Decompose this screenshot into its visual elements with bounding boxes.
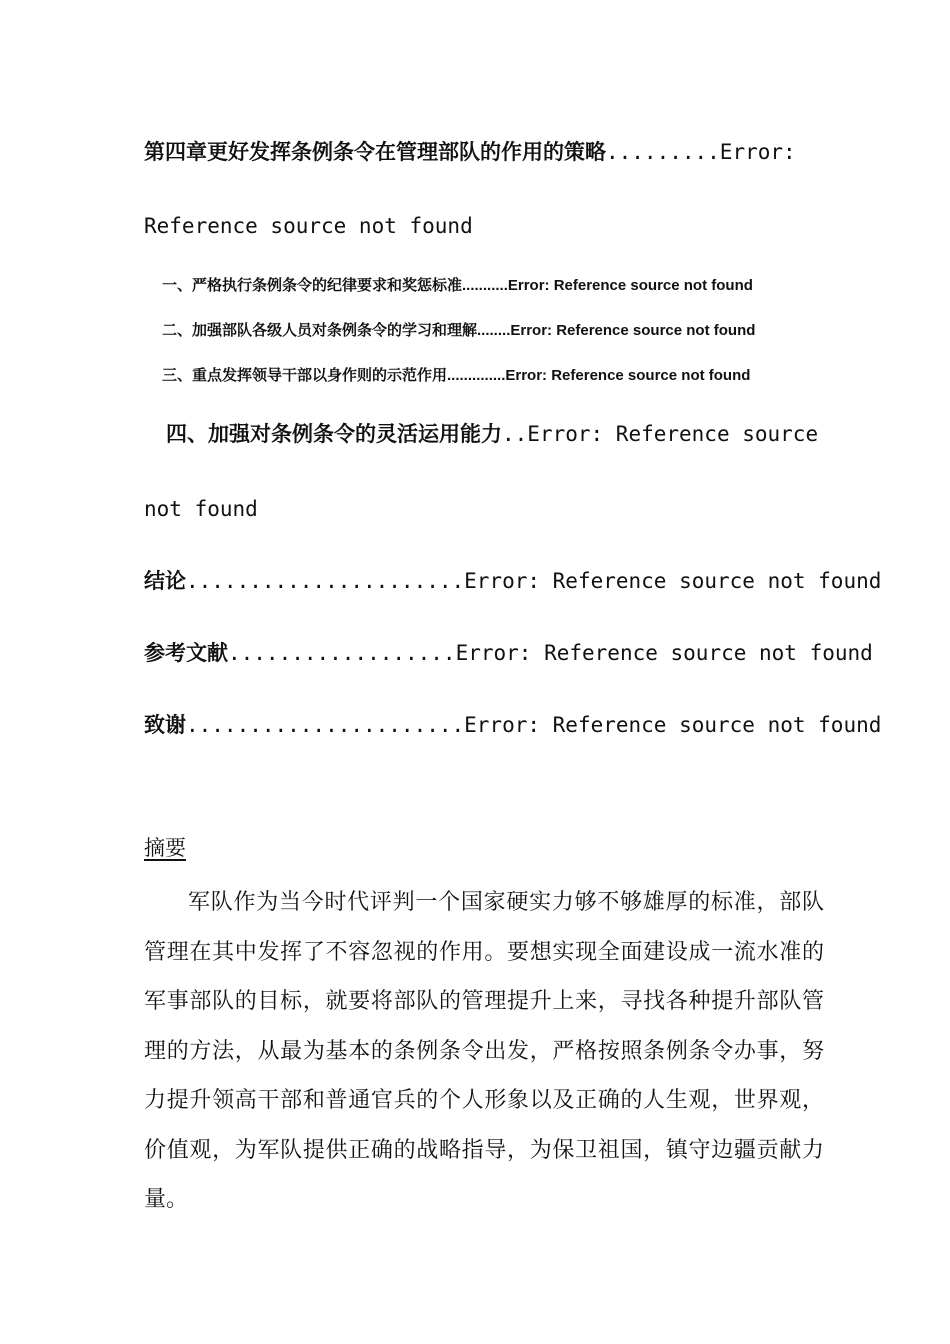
toc-chapter4-title: 第四章更好发挥条例条令在管理部队的作用的策略 — [144, 140, 606, 164]
abstract-title: 摘要 — [144, 836, 186, 860]
toc-sub-item-label: 一、严格执行条例条令的纪律要求和奖惩标准 — [162, 277, 463, 294]
toc-sub-item-2[interactable] — [162, 319, 755, 340]
toc-sub-item-leader: ........... — [462, 277, 508, 294]
toc-item4-label: 四、加强对条例条令的灵活运用能力 — [166, 422, 502, 446]
toc-acknowledgements[interactable] — [144, 712, 881, 738]
toc-sub-item-1[interactable] — [162, 274, 753, 295]
toc-conclusion[interactable] — [144, 568, 881, 594]
toc-sub-item-ref: Error: Reference source not found — [507, 277, 753, 294]
abstract-body: 军队作为当今时代评判一个国家硬实力够不够雄厚的标准，部队管理在其中发挥了不容忽视的作用。要想实现全面建设成一流水准的军事部队的目标，就要将部队的管理提升上来，寻找各种提升部队管理的方法，从最为基本的条例条令出发，严格按照条例条令办事，努力提升领高干部和普通官兵的个人形象以及正确的人生观，世界观，价值观，为军队提供正确的战略指导，为保卫祖国，镇守边疆贡献力量。 — [144, 890, 824, 1212]
toc-sub-item-3[interactable] — [162, 364, 750, 385]
toc-sub-item-ref: Error: Reference source not found — [510, 322, 756, 339]
toc-end-label: 参考文献 — [144, 641, 228, 665]
toc-end-leader: ...................... — [186, 569, 465, 593]
toc-item4-line1[interactable] — [166, 421, 818, 447]
toc-sub-item-label: 二、加强部队各级人员对条例条令的学习和理解 — [162, 322, 478, 339]
toc-item4-ref-part1: Error: Reference source — [527, 422, 819, 446]
toc-chapter4-ref-part2[interactable]: Reference source not found — [144, 214, 473, 238]
toc-chapter4-leader: ......... — [606, 140, 720, 164]
toc-end-ref: Error: Reference source not found — [464, 569, 882, 593]
toc-end-ref: Error: Reference source not found — [464, 713, 882, 737]
toc-end-ref: Error: Reference source not found — [455, 641, 873, 665]
toc-item4-leader: .. — [502, 422, 528, 446]
toc-end-label: 致谢 — [144, 713, 186, 737]
toc-sub-item-ref: Error: Reference source not found — [505, 367, 751, 384]
toc-sub-item-leader: .............. — [447, 367, 506, 384]
toc-sub-item-leader: ........ — [477, 322, 511, 339]
toc-end-leader: ...................... — [186, 713, 465, 737]
toc-end-label: 结论 — [144, 569, 186, 593]
toc-end-leader: .................. — [228, 641, 456, 665]
toc-references[interactable] — [144, 640, 873, 666]
toc-item4-ref-part2[interactable]: not found — [144, 497, 258, 521]
toc-chapter4-ref-part1: Error: — [719, 140, 796, 164]
toc-sub-item-label: 三、重点发挥领导干部以身作则的示范作用 — [162, 367, 448, 384]
toc-chapter4-line1[interactable] — [144, 139, 796, 165]
